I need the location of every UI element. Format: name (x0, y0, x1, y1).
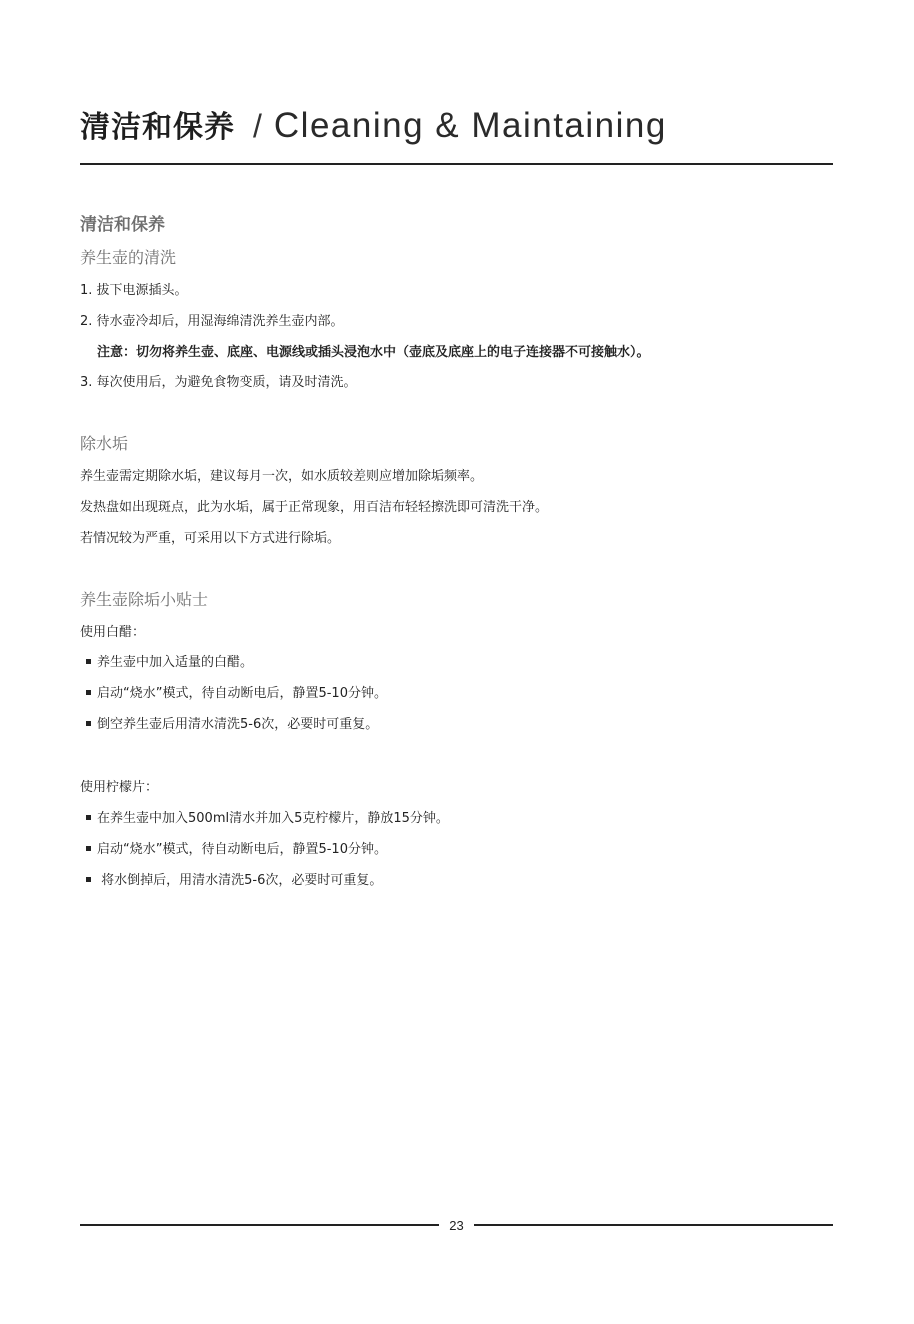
list-item (80, 652, 253, 674)
list-item (80, 870, 382, 892)
section-heading: 清洁和保养 (80, 215, 165, 235)
cleaning-step-3: 3. 每次使用后，为避免食物变质，请及时清洗。 (80, 375, 357, 390)
descaling-paragraph-1: 养生壶需定期除水垢，建议每月一次，如水质较差则应增加除垢频率。 (80, 469, 484, 484)
list-item (80, 683, 387, 705)
vinegar-item-1: 养生壶中加入适量的白醋。 (97, 655, 254, 670)
title-separator: / (253, 108, 262, 144)
bullet-icon (86, 877, 91, 882)
vinegar-item-3: 倒空养生壶后用清水清洗5-6次，必要时可重复。 (97, 717, 379, 732)
bullet-icon (86, 690, 91, 695)
footer-divider-left (80, 1224, 439, 1226)
page-number: 23 (449, 1218, 464, 1233)
bullet-icon (86, 721, 91, 726)
descaling-paragraph-2: 发热盘如出现斑点，此为水垢，属于正常现象，用百洁布轻轻擦洗即可清洗干净。 (80, 500, 549, 515)
list-item (80, 808, 449, 830)
lemon-item-2: 启动“烧水”模式，待自动断电后，静置5-10分钟。 (97, 842, 387, 857)
list-item (80, 839, 387, 861)
descaling-paragraph-3: 若情况较为严重，可采用以下方式进行除垢。 (80, 531, 341, 546)
page-title-english: Cleaning & Maintaining (273, 106, 667, 145)
vinegar-item-2: 启动“烧水”模式，待自动断电后，静置5-10分钟。 (97, 686, 387, 701)
page-title-chinese: 清洁和保养 (80, 110, 235, 145)
lemon-label: 使用柠檬片： (80, 780, 159, 795)
title-divider (80, 163, 833, 165)
lemon-item-1: 在养生壶中加入500ml清水并加入5克柠檬片，静放15分钟。 (97, 811, 449, 826)
descaling-heading: 除水垢 (80, 434, 129, 453)
list-item (80, 714, 378, 736)
kettle-cleaning-heading: 养生壶的清洗 (80, 248, 177, 267)
lemon-item-3: 将水倒掉后，用清水清洗5-6次，必要时可重复。 (97, 873, 383, 888)
bullet-icon (86, 846, 91, 851)
cleaning-step-2: 2. 待水壶冷却后，用湿海绵清洗养生壶内部。 (80, 314, 344, 329)
vinegar-label: 使用白醋： (80, 625, 146, 640)
descaling-tips-heading: 养生壶除垢小贴士 (80, 590, 209, 609)
cleaning-note: 注意：切勿将养生壶、底座、电源线或插头浸泡水中（壶底及底座上的电子连接器不可接触水）。 (97, 345, 650, 360)
page-title (80, 96, 667, 156)
bullet-icon (86, 659, 91, 664)
footer-divider-right (474, 1224, 833, 1226)
cleaning-step-1: 1. 拔下电源插头。 (80, 283, 188, 298)
bullet-icon (86, 815, 91, 820)
